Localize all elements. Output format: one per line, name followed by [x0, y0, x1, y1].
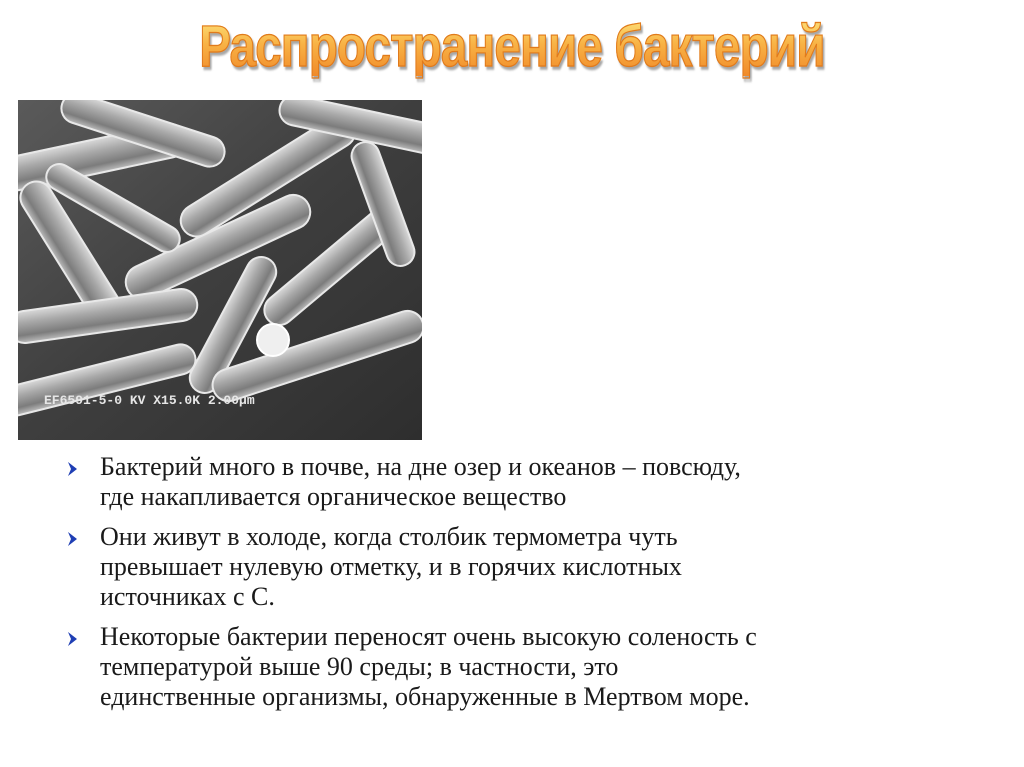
bullet-list [64, 452, 984, 722]
bullet-text: Бактерий много в почве, на дне озер и океанов – повсюду, где накапливается органическое вещество [100, 452, 741, 511]
list-item [64, 452, 984, 512]
bullet-text: Некоторые бактерии переносят очень высокую соленость с температурой выше 90 среды; в частности, это единственные организмы, обнаруженные в Мертвом море. [100, 622, 757, 711]
arrow-bullet-icon [64, 460, 82, 478]
arrow-bullet-icon [64, 530, 82, 548]
list-item [64, 622, 984, 712]
arrow-bullet-icon [64, 630, 82, 648]
bullet-text: Они живут в холоде, когда столбик термометра чуть превышает нулевую отметку, и в горячих кислотных источниках с С. [100, 522, 682, 611]
photo-caption: EF6591-5-0 KV X15.0K 2.00µm [44, 393, 255, 408]
list-item [64, 522, 984, 612]
slide-title: Распространение бактерий [92, 18, 932, 76]
bacteria-photo [18, 100, 422, 440]
